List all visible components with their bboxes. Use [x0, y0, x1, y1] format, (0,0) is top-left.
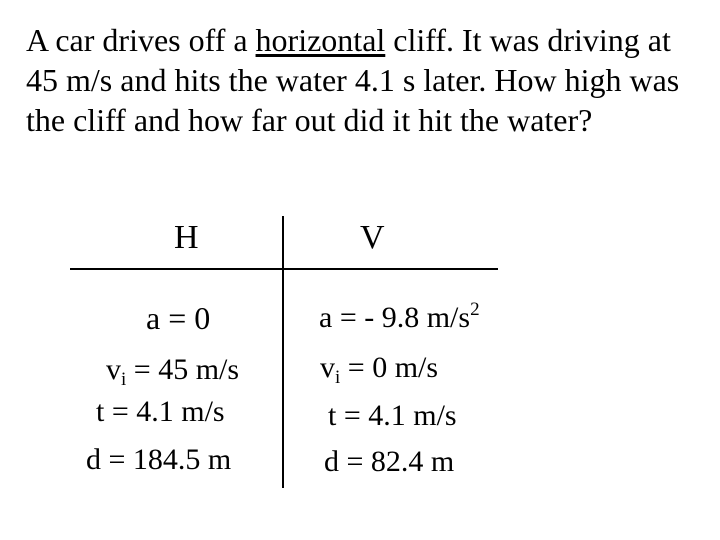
h-vi-symbol: v: [106, 353, 121, 386]
problem-statement: [26, 20, 706, 140]
v-vi-value: = 0 m/s: [340, 351, 439, 384]
problem-text-part1: A car drives off a: [26, 22, 256, 58]
v-vi-symbol: v: [320, 351, 335, 384]
h-vi-subscript: i: [121, 369, 127, 390]
problem-text-part2: cliff. It was driving at 45 m/s and hits the water 4.1 s later. How high was the cliff and how far out did it hit the water?: [26, 22, 680, 138]
v-vi-subscript: i: [335, 367, 341, 388]
h-initial-velocity: [106, 352, 239, 388]
h-vi-value: = 45 m/s: [126, 353, 240, 386]
horizontal-column-header: H: [174, 219, 199, 256]
v-a-value: a = - 9.8 m/s: [319, 301, 471, 334]
h-displacement: d = 184.5 m: [86, 443, 232, 476]
h-acceleration: a = 0: [146, 300, 211, 336]
v-time: t = 4.1 m/s: [328, 399, 457, 432]
table-vertical-divider: [282, 216, 284, 488]
v-a-superscript: 2: [470, 299, 480, 320]
h-time: t = 4.1 m/s: [96, 395, 225, 428]
table-horizontal-divider: [70, 268, 498, 270]
v-initial-velocity: [320, 350, 438, 386]
problem-underlined-word: horizontal: [255, 22, 386, 58]
v-displacement: d = 82.4 m: [324, 445, 455, 478]
vertical-column-header: V: [360, 219, 385, 256]
v-acceleration: [319, 300, 480, 336]
